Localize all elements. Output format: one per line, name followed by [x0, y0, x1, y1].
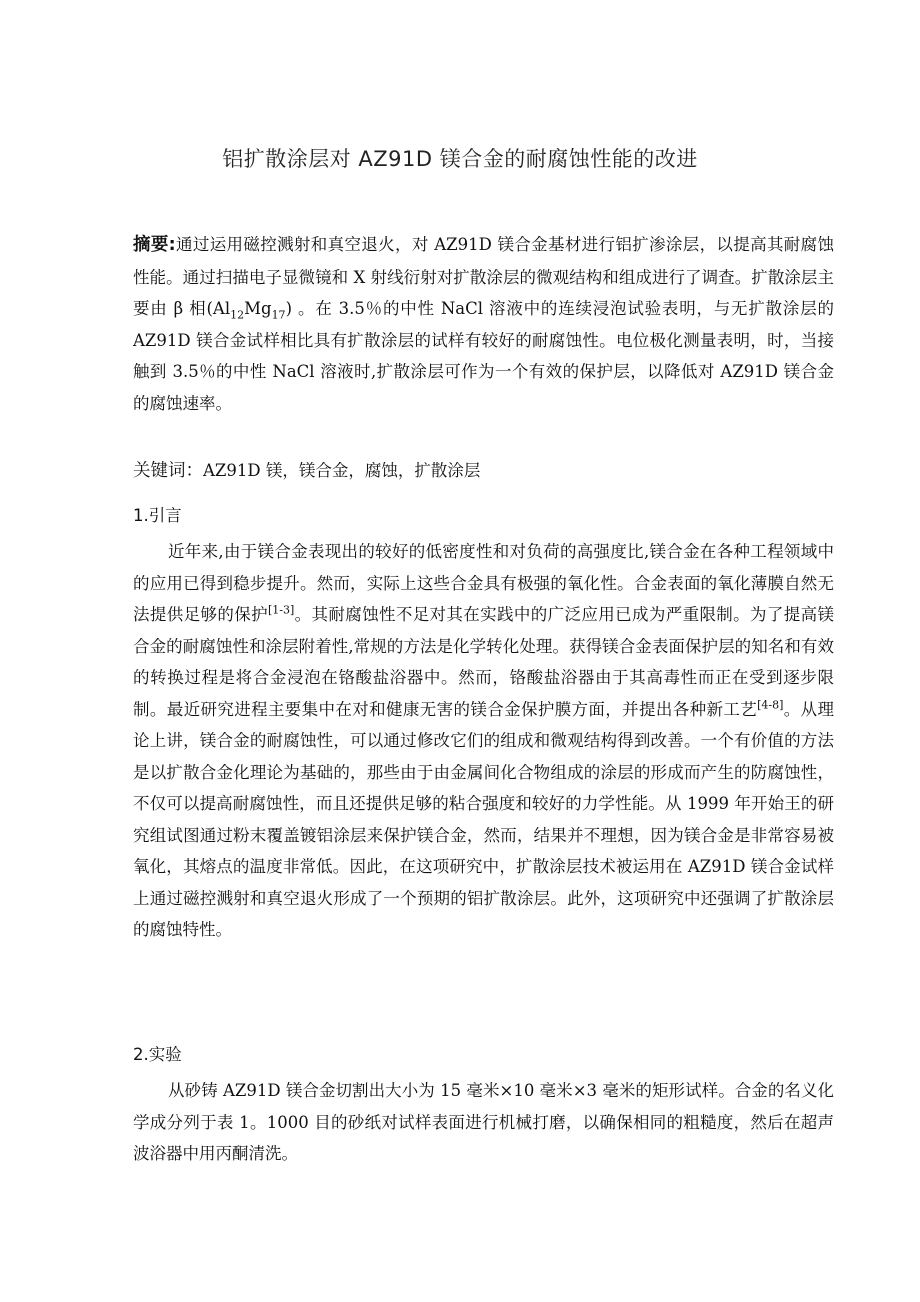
abstract-label: 摘要:: [133, 235, 176, 255]
abstract-subscript-mg: 17: [271, 308, 286, 322]
experiment-paragraph: 从砂铸 AZ91D 镁合金切割出大小为 15 毫米×10 毫米×3 毫米的矩形试样。合金的名义化学成分列于表 1。1000 目的砂纸对试样表面进行机械打磨，以确保相同的粗糙度，然后在超声波浴器中用丙酮清洗。: [133, 1081, 834, 1163]
intro-text-c: 。从理论上讲，镁合金的耐腐蚀性，可以通过修改它们的组成和微观结构得到改善。一个有价值的方法是以扩散合金化理论为基础的，那些由于由金属间化合物组成的涂层的形成而产生的防腐蚀性，不仅可以提高耐腐蚀性，而且还提供足够的粘合强度和较好的力学性能。从 1999 年开始王的研究组试图通过粉末覆盖镀铝涂层来保护镁合金，然而，结果并不理想，因为镁合金是非常容易被氧化，其熔点的温度非常低。因此，在这项研究中，扩散涂层技术被运用在 AZ91D 镁合金试样上通过磁控溅射和真空退火形成了一个预期的铝扩散涂层。此外，这项研究中还强调了扩散涂层的腐蚀特性。: [133, 699, 835, 939]
abstract-text-b: Mg: [244, 299, 272, 318]
citation-4-8: [4-8]: [757, 698, 784, 711]
intro-text-b: 。其耐腐蚀性不足对其在实践中的广泛应用已成为严重限制。为了提高镁合金的耐腐蚀性和涂层附着性,常规的方法是化学转化处理。获得镁合金表面保护层的知名和有效的转换过程是将合金浸泡在铬酸盐浴器中。然而，铬酸盐浴器由于其高毒性而正在受到逐步限制。最近研究进程主要集中在对和健康无害的镁合金保护膜方面，并提出各种新工艺: [133, 605, 835, 719]
keywords-text: AZ91D 镁，镁合金，腐蚀，扩散涂层: [203, 461, 481, 480]
abstract-paragraph: [133, 229, 834, 419]
document-title: 铝扩散涂层对 AZ91D 镁合金的耐腐蚀性能的改进: [222, 147, 698, 171]
intro-text-a: 近年来,由于镁合金表现出的较好的低密度性和对负荷的高强度比,镁合金在各种工程领域中的应用已得到稳步提升。然而，实际上这些合金具有极强的氧化性。合金表面的氧化薄膜自然无法提供足够的保护: [133, 542, 834, 624]
keywords-label: 关键词：: [133, 461, 203, 481]
abstract-subscript-al: 12: [230, 308, 245, 322]
keywords-line: [133, 455, 834, 487]
citation-1-3: [1-3]: [267, 603, 295, 617]
introduction-paragraph: [133, 536, 834, 946]
abstract-text-a: 通过运用磁控溅射和真空退火，对 AZ91D 镁合金基材进行铝扩渗涂层，以提高其耐腐蚀性能。通过扫描电子显微镜和 X 射线衍射对扩散涂层的微观结构和组成进行了调查。扩散涂层主要由 β 相(Al: [133, 235, 834, 318]
abstract-text-c: ) 。在 3.5％的中性 NaCl 溶液中的连续浸泡试验表明，与无扩散涂层的 AZ91D 镁合金试样相比具有扩散涂层的试样有较好的耐腐蚀性。电位极化测量表明，时，当接触到 3.5％的中性 NaCl 溶液时,扩散涂层可作为一个有效的保护层，以降低对 AZ91D 镁合金的腐蚀速率。: [133, 299, 834, 413]
section-heading-experiment: 2.实验: [133, 1045, 182, 1064]
section-heading-introduction: 1.引言: [133, 506, 182, 525]
